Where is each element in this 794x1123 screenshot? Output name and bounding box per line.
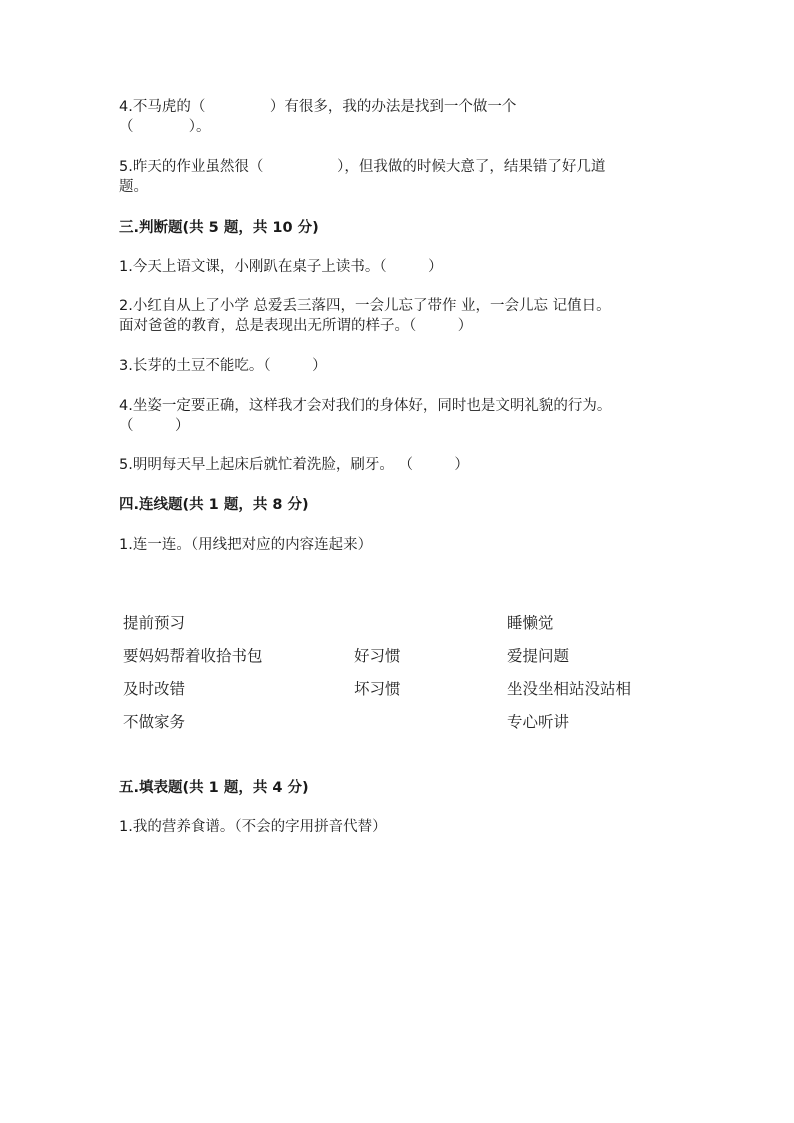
judge-q2-line2: 面对爸爸的教育，总是表现出无所谓的样子。（ ） — [119, 318, 473, 334]
fill-blank-q5-line2: 题。 — [119, 179, 148, 195]
match-left-item: 不做家务 — [123, 713, 186, 731]
table-q1: 1.我的营养食谱。（不会的字用拼音代替） — [119, 819, 387, 835]
judge-q2-line1: 2.小红自从上了小学 总爱丢三落四，一会儿忘了带作 业，一会儿忘 记值日。 — [119, 298, 611, 314]
section4-heading: 四.连线题(共 1 题，共 8 分) — [119, 497, 309, 513]
match-right-item: 睡懒觉 — [507, 614, 554, 632]
judge-q4-line2: （ ） — [119, 418, 190, 434]
match-q1: 1.连一连。（用线把对应的内容连起来） — [119, 537, 373, 553]
match-left-item: 及时改错 — [123, 680, 186, 698]
judge-q5: 5.明明每天早上起床后就忙着洗脸，刷牙。 （ ） — [119, 457, 469, 473]
judge-q4-line1: 4.坐姿一定要正确，这样我才会对我们的身体好，同时也是文明礼貌的行为。 — [119, 398, 612, 414]
match-left-item: 要妈妈帮着收拾书包 — [123, 647, 263, 665]
match-middle-item: 坏习惯 — [354, 680, 401, 698]
match-middle-item: 好习惯 — [354, 647, 401, 665]
section5-heading: 五.填表题(共 1 题，共 4 分) — [119, 780, 309, 796]
match-right-item: 坐没坐相站没站相 — [507, 680, 632, 698]
judge-q1: 1.今天上语文课，小刚趴在桌子上读书。（ ） — [119, 259, 443, 275]
match-right-item: 爱提问题 — [507, 647, 570, 665]
fill-blank-q4-line2: （ ）。 — [119, 119, 211, 135]
fill-blank-q4-line1: 4.不马虎的（ ）有很多，我的办法是找到一个做一个 — [119, 99, 517, 115]
section3-heading: 三.判断题(共 5 题，共 10 分) — [119, 220, 319, 236]
match-left-item: 提前预习 — [123, 614, 186, 632]
judge-q3: 3.长芽的土豆不能吃。（ ） — [119, 358, 327, 374]
match-right-item: 专心听讲 — [507, 713, 570, 731]
fill-blank-q5-line1: 5.昨天的作业虽然很（ ），但我做的时候大意了，结果错了好几道 — [119, 159, 606, 175]
